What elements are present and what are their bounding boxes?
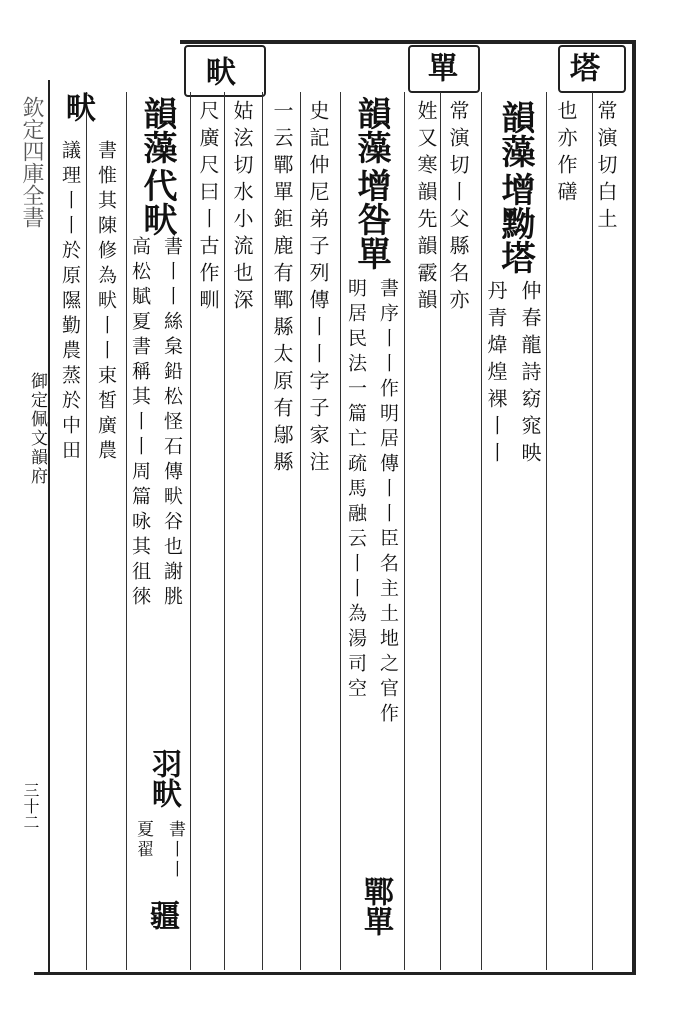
- entry-prefix: 韻藻: [351, 96, 391, 164]
- column-rule: [262, 92, 263, 970]
- entry-line: 書惟其陳修為畎丨丨束皙廣農: [95, 140, 117, 465]
- entry-line: 書丨丨絲枲鉛松怪石傳畎谷也謝朓: [161, 236, 183, 611]
- entry-tail-line: 書丨丨: [165, 820, 185, 880]
- right-border: [632, 40, 636, 975]
- entry-head: 畎: [200, 56, 235, 86]
- column-rule: [126, 92, 127, 970]
- column-rule: [340, 92, 341, 970]
- column-rule: [481, 92, 482, 970]
- entry-line: 姑泫切水小流也深: [230, 100, 254, 316]
- entry-line: 議理丨丨於原隰勤農蒸於中田: [59, 140, 81, 465]
- entry-line: 一云鄲單鉅鹿有鄲縣太原有鄔縣: [270, 100, 294, 478]
- top-border: [180, 40, 636, 44]
- column-rule: [224, 92, 225, 970]
- entry-line: 史記仲尼弟子列傳丨丨字子家注: [306, 100, 330, 478]
- entry-line: 尺廣尺曰丨古作甽: [196, 100, 220, 316]
- column-rule: [546, 92, 547, 970]
- entry-head: 單: [422, 52, 457, 82]
- entry-line: 丹青煒煌裸丨丨: [484, 280, 508, 469]
- column-rule: [190, 92, 191, 970]
- entry-prefix: 韻藻: [495, 100, 535, 168]
- column-rule: [86, 92, 87, 970]
- entry-line: 書序丨丨作明居傳丨丨臣名主土地之官作: [377, 278, 399, 728]
- page-number: 三十二: [21, 782, 40, 830]
- column-rule: [592, 92, 593, 970]
- entry-line: 常演切白土: [594, 100, 618, 235]
- margin-title: 欽定四庫全書: [19, 96, 44, 228]
- entry-head: 增咎單: [351, 168, 391, 270]
- entry-head: 塔: [564, 52, 599, 82]
- entry-head: 代畎: [137, 168, 177, 236]
- bottom-border: [34, 972, 634, 975]
- entry-tail-head: 疆: [144, 900, 179, 930]
- entry-tail-line: 夏翟: [133, 820, 153, 860]
- entry-line: 姓又寒韻先韻霰韻: [414, 100, 438, 316]
- book-title: 御定佩文韻府: [27, 372, 47, 486]
- entry-line: 仲春龍詩窈窕映: [518, 280, 542, 469]
- entry-line: 也亦作磰: [554, 100, 578, 208]
- entry-tail: 鄲單: [358, 876, 393, 936]
- entry-prefix: 韻藻: [137, 96, 177, 164]
- column-rule: [300, 92, 301, 970]
- entry-tail-head: 羽畎: [146, 748, 181, 808]
- entry-line: 常演切丨父縣名亦: [446, 100, 470, 316]
- left-margin-rule: [48, 80, 50, 975]
- entry-line: 明居民法一篇亡疏馬融云丨丨為湯司空: [345, 278, 367, 703]
- column-rule: [440, 92, 441, 970]
- column-rule: [404, 92, 405, 970]
- entry-head: 畎: [60, 92, 95, 122]
- entry-head: 增黝塔: [495, 172, 535, 274]
- entry-line: 高松賦夏書稱其丨丨周篇咏其徂徠: [129, 236, 151, 611]
